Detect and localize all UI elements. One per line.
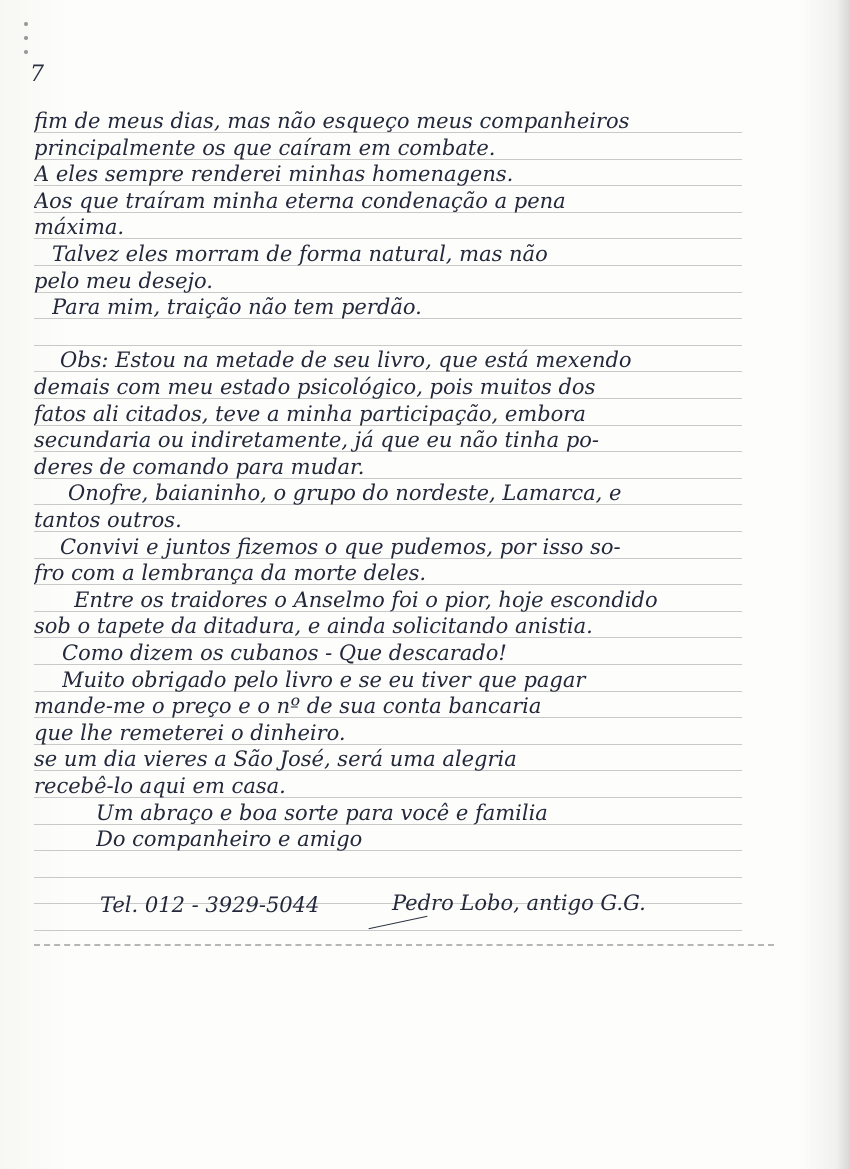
letter-line: Entre os traidores o Anselmo foi o pior, hoje escondido bbox=[74, 588, 658, 612]
letter-line: A eles sempre renderei minhas homenagens. bbox=[34, 162, 514, 186]
letter-line: Aos que traíram minha eterna condenação a pena bbox=[34, 189, 566, 213]
ruled-line bbox=[34, 345, 742, 346]
signature: Pedro Lobo, antigo G.G. bbox=[392, 891, 646, 915]
letter-line: máxima. bbox=[34, 215, 125, 239]
letter-line: Convivi e juntos fizemos o que pudemos, por isso so- bbox=[60, 535, 621, 559]
page-number: 7 bbox=[30, 62, 44, 87]
letter-line: se um dia vieres a São José, será uma alegria bbox=[34, 747, 517, 771]
ruled-line bbox=[34, 930, 742, 931]
letter-line: Para mim, traição não tem perdão. bbox=[52, 295, 422, 319]
hole-mark bbox=[24, 50, 28, 54]
letter-line: fim de meus dias, mas não esqueço meus companheiros bbox=[34, 109, 630, 133]
letter-line: Do companheiro e amigo bbox=[96, 827, 363, 851]
letter-line: Obs: Estou na metade de seu livro, que está mexendo bbox=[60, 348, 632, 372]
paper-edge-shadow bbox=[836, 0, 850, 1169]
letter-line: fro com a lembrança da morte deles. bbox=[34, 561, 427, 585]
hole-mark bbox=[24, 22, 28, 26]
letter-line: mande-me o preço e o nº de sua conta bancaria bbox=[34, 694, 542, 718]
letter-line: que lhe remeterei o dinheiro. bbox=[34, 721, 346, 745]
hole-mark bbox=[24, 36, 28, 40]
letter-line: Onofre, baianinho, o grupo do nordeste, Lamarca, e bbox=[68, 481, 622, 505]
signature-flourish bbox=[369, 916, 428, 929]
page-bottom-rule bbox=[34, 944, 774, 946]
ruled-line bbox=[34, 877, 742, 878]
letter-line: secundaria ou indiretamente, já que eu não tinha po- bbox=[34, 428, 600, 452]
letter-line: deres de comando para mudar. bbox=[34, 455, 365, 479]
letter-line: demais com meu estado psicológico, pois muitos dos bbox=[34, 375, 596, 399]
letter-line: principalmente os que caíram em combate. bbox=[34, 136, 496, 160]
phone-number: Tel. 012 - 3929-5044 bbox=[100, 893, 320, 917]
letter-line: tantos outros. bbox=[34, 508, 182, 532]
letter-line: Um abraço e boa sorte para você e familia bbox=[96, 801, 548, 825]
letter-line: recebê-lo aqui em casa. bbox=[34, 774, 286, 798]
letter-line: Como dizem os cubanos - Que descarado! bbox=[62, 641, 507, 665]
letter-line: pelo meu desejo. bbox=[34, 269, 213, 293]
letter-line: Talvez eles morram de forma natural, mas não bbox=[52, 242, 548, 266]
letter-line: Muito obrigado pelo livro e se eu tiver que pagar bbox=[62, 668, 586, 692]
letter-line: fatos ali citados, teve a minha participação, embora bbox=[34, 402, 586, 426]
letter-line: sob o tapete da ditadura, e ainda solicitando anistia. bbox=[34, 614, 593, 638]
